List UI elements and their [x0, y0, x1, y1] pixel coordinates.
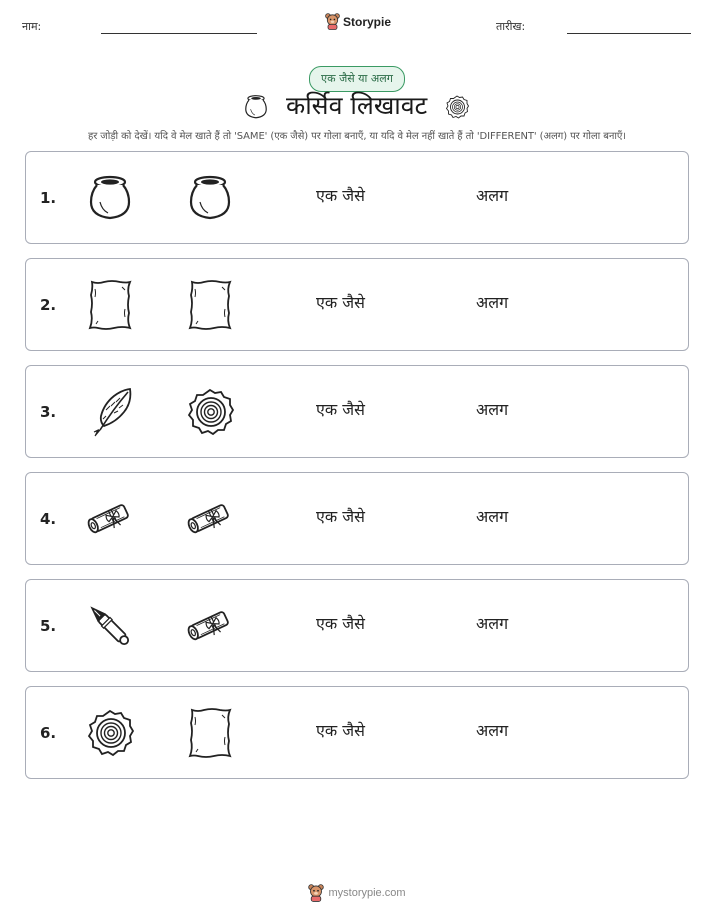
date-label: तारीख: — [496, 20, 526, 33]
date-input-line[interactable] — [567, 33, 691, 34]
ink-pot-icon — [84, 172, 136, 224]
question-row — [25, 365, 689, 458]
parchment-icon — [184, 707, 236, 759]
bear-mascot-icon — [308, 884, 324, 902]
worksheet-header — [0, 0, 714, 50]
footer — [0, 884, 714, 902]
same-option[interactable]: एक जैसे — [316, 186, 365, 205]
wax-seal-icon — [184, 386, 236, 438]
name-label: नाम: — [22, 20, 42, 33]
bear-mascot-icon — [325, 13, 340, 30]
different-option[interactable]: अलग — [476, 507, 509, 526]
question-number: 3. — [40, 403, 57, 421]
quill-icon — [84, 386, 136, 438]
wax-seal-icon — [444, 94, 470, 120]
question-number: 4. — [40, 510, 57, 528]
same-option[interactable]: एक जैसे — [316, 507, 365, 526]
ink-pot-icon — [184, 172, 236, 224]
same-option[interactable]: एक जैसे — [316, 400, 365, 419]
brand-logo — [325, 13, 391, 30]
different-option[interactable]: अलग — [476, 186, 509, 205]
footer-url[interactable]: mystorypie.com — [328, 887, 406, 899]
parchment-icon — [184, 279, 236, 331]
ink-pot-icon — [242, 93, 270, 121]
page-title: कर्सिव लिखावट — [286, 91, 428, 120]
scroll-icon — [184, 600, 236, 652]
parchment-icon — [84, 279, 136, 331]
wax-seal-icon — [84, 707, 136, 759]
different-option[interactable]: अलग — [476, 293, 509, 312]
question-number: 1. — [40, 189, 57, 207]
question-number: 6. — [40, 724, 57, 742]
fountain-pen-icon — [84, 600, 136, 652]
question-row — [25, 258, 689, 351]
scroll-icon — [84, 493, 136, 545]
question-list — [25, 151, 689, 793]
question-number: 2. — [40, 296, 57, 314]
question-row — [25, 579, 689, 672]
name-input-line[interactable] — [101, 33, 257, 34]
same-option[interactable]: एक जैसे — [316, 293, 365, 312]
different-option[interactable]: अलग — [476, 400, 509, 419]
brand-name: Storypie — [343, 14, 392, 29]
scroll-icon — [184, 493, 236, 545]
different-option[interactable]: अलग — [476, 614, 509, 633]
question-row — [25, 151, 689, 244]
same-option[interactable]: एक जैसे — [316, 721, 365, 740]
title-row — [0, 88, 714, 128]
different-option[interactable]: अलग — [476, 721, 509, 740]
worksheet-type-badge: एक जैसे या अलग — [309, 66, 405, 92]
same-option[interactable]: एक जैसे — [316, 614, 365, 633]
question-row — [25, 472, 689, 565]
question-row — [25, 686, 689, 779]
instructions: हर जोड़ी को देखें। यदि वे मेल खाते हैं तो 'SAME' (एक जैसे) पर गोला बनाएँ, या यदि वे मेल नहीं खाते हैं तो 'DIFFERENT' (अलग) पर गोला बनाएँ। — [88, 131, 626, 142]
question-number: 5. — [40, 617, 57, 635]
